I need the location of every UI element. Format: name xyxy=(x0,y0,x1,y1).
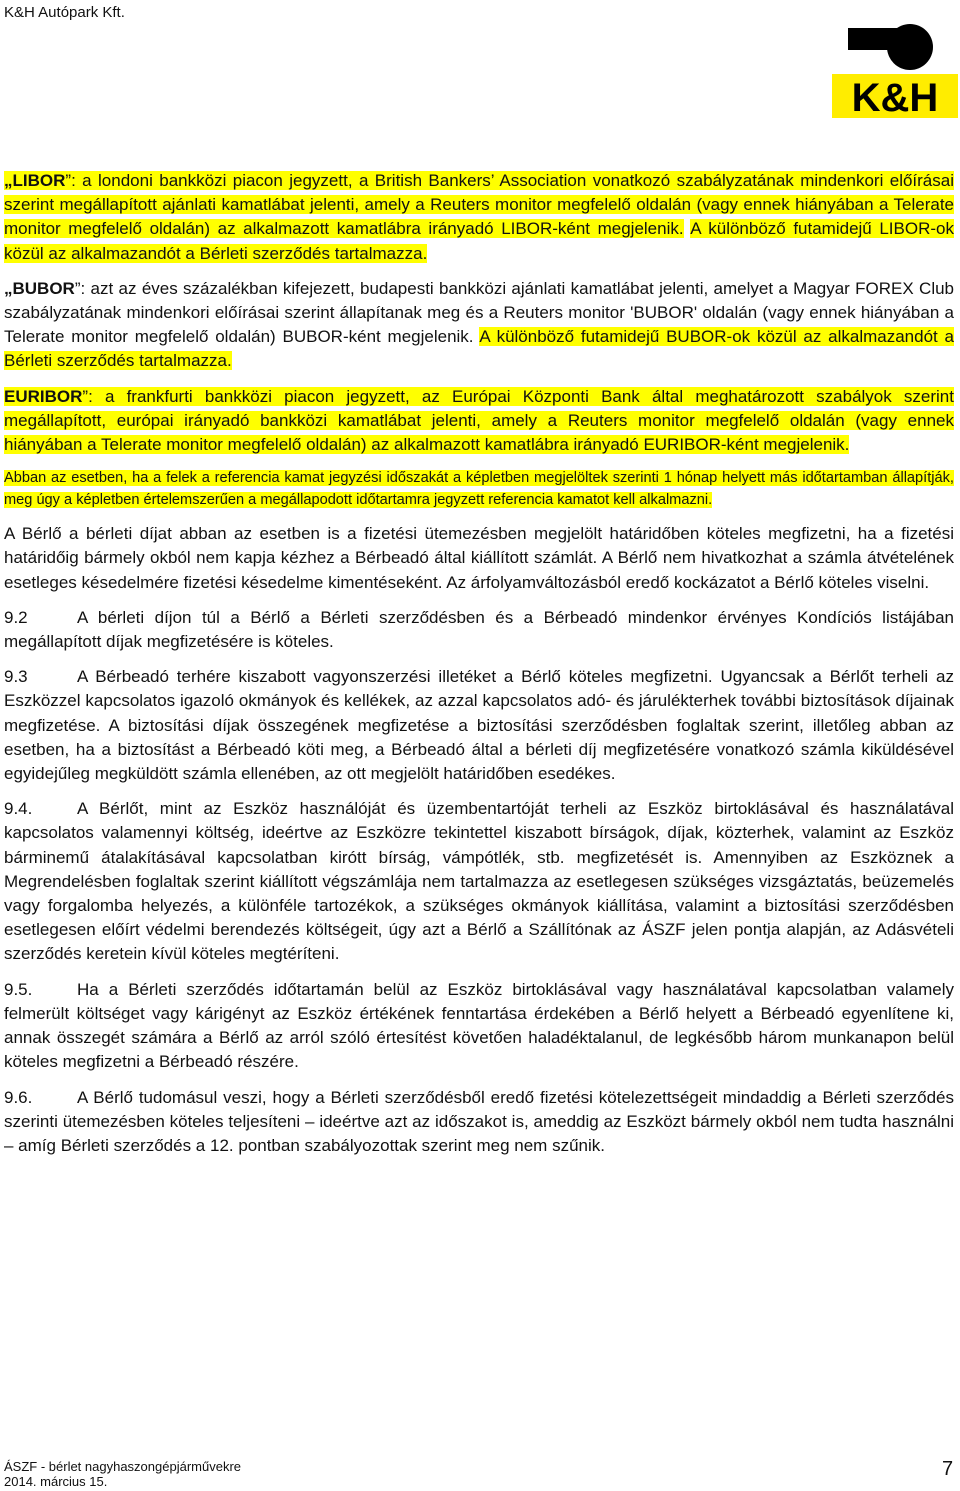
section-number: 9.6. xyxy=(4,1087,33,1107)
section-9-6: 9.6. A Bérlő tudomásul veszi, hogy a Bérleti szerződésből eredő fizetési kötelezettségeit mindaddig a Bérleti szerződés szerinti ütemezésben köteles teljesíteni – ideértve azt az időszakot is, ameddig az Eszközt bármely okból nem tudta használni – amíg Bérleti szerződés a 12. pontban szabályozottak szerint meg nem szűnik. xyxy=(4,1087,954,1155)
section-number: 9.3 xyxy=(4,667,28,687)
section-9-2: 9.2 A bérleti díjon túl a Bérlő a Bérleti szerződésben és a Bérbeadó mindenkor érvényes Kondíciós listájában megállapított díjak megfizetésére is köteles. xyxy=(4,607,954,652)
page-number: 7 xyxy=(942,1458,954,1480)
bubor-definition: : azt az éves százalékban kifejezett, budapesti bankközi ajánlati kamatlábat jelenti, amelyet a Magyar FOREX Club szabályzatának mindenkori előírásai szerint állapítanak meg és a Reuters monitor 'BUBOR' oldalán (vagy ennek hiányában a Telerate monitor megfelelő oldalán) BUBOR-ként megjelenik. xyxy=(4,278,954,347)
libor-paragraph: „LIBOR”: a londoni bankközi piacon jegyzett, a British Bankers’ Association vonatkozó szabályzatának mindenkori előírásai szerint megállapított ajánlati kamatlábat jelenti, amely a Reuters monitor megfelelő oldalán (vagy ennek hiányában a Telerate monitor megfelelő oldalán) az alkalmazott kamatlábra irányadó LIBOR-ként megjelenik. A különböző futamidejű LIBOR-ok közül az alkalmazandót a Bérleti szerződés tartalmazza. xyxy=(4,171,954,263)
payment-paragraph: A Bérlő a bérleti díjat abban az esetben is a fizetési ütemezésben megjelölt határidőben köteles megfizetni, ha a fizetési határidőig bármely okból nem kapja kézhez a Bérbeadó által kiállított számlát. A Bérlő nem hivatkozhat a számla átvételének esetleges késedelmére fizetési késedelme kimentéseként. Az árfolyamváltozásból eredő kockázatot a Bérlő köteles viselni. xyxy=(4,524,954,592)
bubor-paragraph: „BUBOR”: azt az éves százalékban kifejezett, budapesti bankközi ajánlati kamatlábat jelenti, amelyet a Magyar FOREX Club szabályzatának mindenkori előírásai szerint állapítanak meg és a Reuters monitor 'BUBOR' oldalán (vagy ennek hiányában a Telerate monitor megfelelő oldalán) BUBOR-ként megjelenik. A különböző futamidejű BUBOR-ok közül az alkalmazandót a Bérleti szerződés tartalmazza. xyxy=(4,278,955,371)
section-9-3: 9.3 A Bérbeadó terhére kiszabott vagyonszerzési illetéket a Bérlő köteles megfizetni. Ugyancsak a Bérlőt terheli az Eszközzel kapcsolatos igazoló okmányok és kellékek, az azzal kapcsolatos adó- és járulékterhek további biztosítások díjainak megfizetése. A biztosítási díjak összegének megfizetése a biztosítási szerződésben foglaltak szerint, illetőleg abban az esetben, ha a biztosítást a Bérbeadó köti meg, a Bérbeadó által a bérleti díj megfizetésére vonatkozó számla kiküldésével egyidejűleg megküldött számla ellenében, az ott megjelölt határidőben esedékes. xyxy=(4,667,954,784)
libor-term: „LIBOR xyxy=(4,171,66,190)
reference-period-paragraph: Abban az esetben, ha a felek a referencia kamat jegyzési időszakát a képletben megjelöltek szerinti 1 hónap helyett más időtartamban állapítják, meg úgy a képletben értelemszerűen a megállapodott időtartamra jegyzett referencia kamatot kell alkalmazni. xyxy=(4,470,954,508)
footer-title: ÁSZF - bérlet nagyhaszongépjárművekre xyxy=(4,1459,242,1474)
libor-definition: : a londoni bankközi piacon jegyzett, a British Bankers’ Association vonatkozó szabályzatának mindenkori előírásai szerint megállapított ajánlati kamatlábat jelenti, amely a Reuters monitor megfelelő oldalán (vagy ennek hiányában a Telerate monitor megfelelő oldalán) az alkalmazott kamatlábra irányadó LIBOR-ként megjelenik. xyxy=(4,171,954,239)
section-9-5: 9.5. Ha a Bérleti szerződés időtartamán belül az Eszköz birtoklásával vagy használatával kapcsolatban valamely felmerült költséget vagy kárigényt az Eszköz értékének fenntartása érdekében a Bérlő helyett a Bérbeadó egyenlítene ki, annak összegét számára a Bérlő az arról szóló értesítést követően haladéktalanul, de legkésőbb három munkanapon belül köteles megfizetni a Bérbeadó részére. xyxy=(4,979,954,1072)
logo-text: K&H xyxy=(851,76,939,118)
document-body xyxy=(4,169,954,1169)
euribor-paragraph: EURIBOR”: a frankfurti bankközi piacon jegyzett, az Európai Központi Bank által meghatározott szabályok szerint megállapított, európai irányadó bankközi kamatlábat jelenti, amely a Reuters monitor megfelelő oldalán (vagy ennek hiányában a Telerate monitor megfelelő oldalán) az alkalmazott kamatlábra irányadó EURIBOR-ként megjelenik. xyxy=(4,386,954,455)
bubor-highlight: A különböző futamidejű BUBOR-ok közül az alkalmazandót a Bérleti szerződés tartalmazza. xyxy=(4,327,955,371)
euribor-term: EURIBOR xyxy=(4,386,83,406)
section-number: 9.4. xyxy=(4,799,33,819)
section-9-4: 9.4. A Bérlőt, mint az Eszköz használóját és üzembentartóját terheli az Eszköz birtoklásával és használatával kapcsolatos valamennyi költség, ideértve az Eszközre tekintettel kiszabott bírságok, díjak, közterhek, valamint az Eszköz bárminemű átalakításával kapcsolatban kirótt bírság, vámpótlék, stb. megfizetését is. Amennyiben az Eszköznek a Megrendelésben foglaltak szerint kiállított végszámlája nem tartalmazza az esetlegesen szükséges vizsgáztatás, beüzemelés vagy forgalomba helyezés, a különféle tartozékok, a szükséges okmányok kiállítása, valamint a biztosítási szerződésben esetlegesen előírt védelmi berendezés költségeit, úgy azt a Bérlő a Szállítónak az ÁSZF jelen pontja alapján, az Adásvételi szerződés keretein kívül köteles megtéríteni. xyxy=(4,799,954,964)
section-number: 9.5. xyxy=(4,979,33,999)
section-number: 9.2 xyxy=(4,607,28,627)
company-name: K&H Autópark Kft. xyxy=(4,4,125,21)
euribor-definition: : a frankfurti bankközi piacon jegyzett, az Európai Központi Bank által meghatározott szabályok szerint megállapított, európai irányadó bankközi kamatlábat jelenti, amely a Reuters monitor megfelelő oldalán (vagy ennek hiányában a Telerate monitor megfelelő oldalán) az alkalmazott kamatlábra irányadó EURIBOR-ként megjelenik. xyxy=(4,386,954,455)
kh-logo xyxy=(832,16,958,118)
bubor-term: „BUBOR xyxy=(4,278,75,298)
footer xyxy=(4,1459,241,1489)
libor-highlight: A különböző futamidejű LIBOR-ok közül az alkalmazandót a Bérleti szerződés tartalmazza. xyxy=(4,219,954,263)
footer-date: 2014. március 15. xyxy=(4,1474,108,1489)
